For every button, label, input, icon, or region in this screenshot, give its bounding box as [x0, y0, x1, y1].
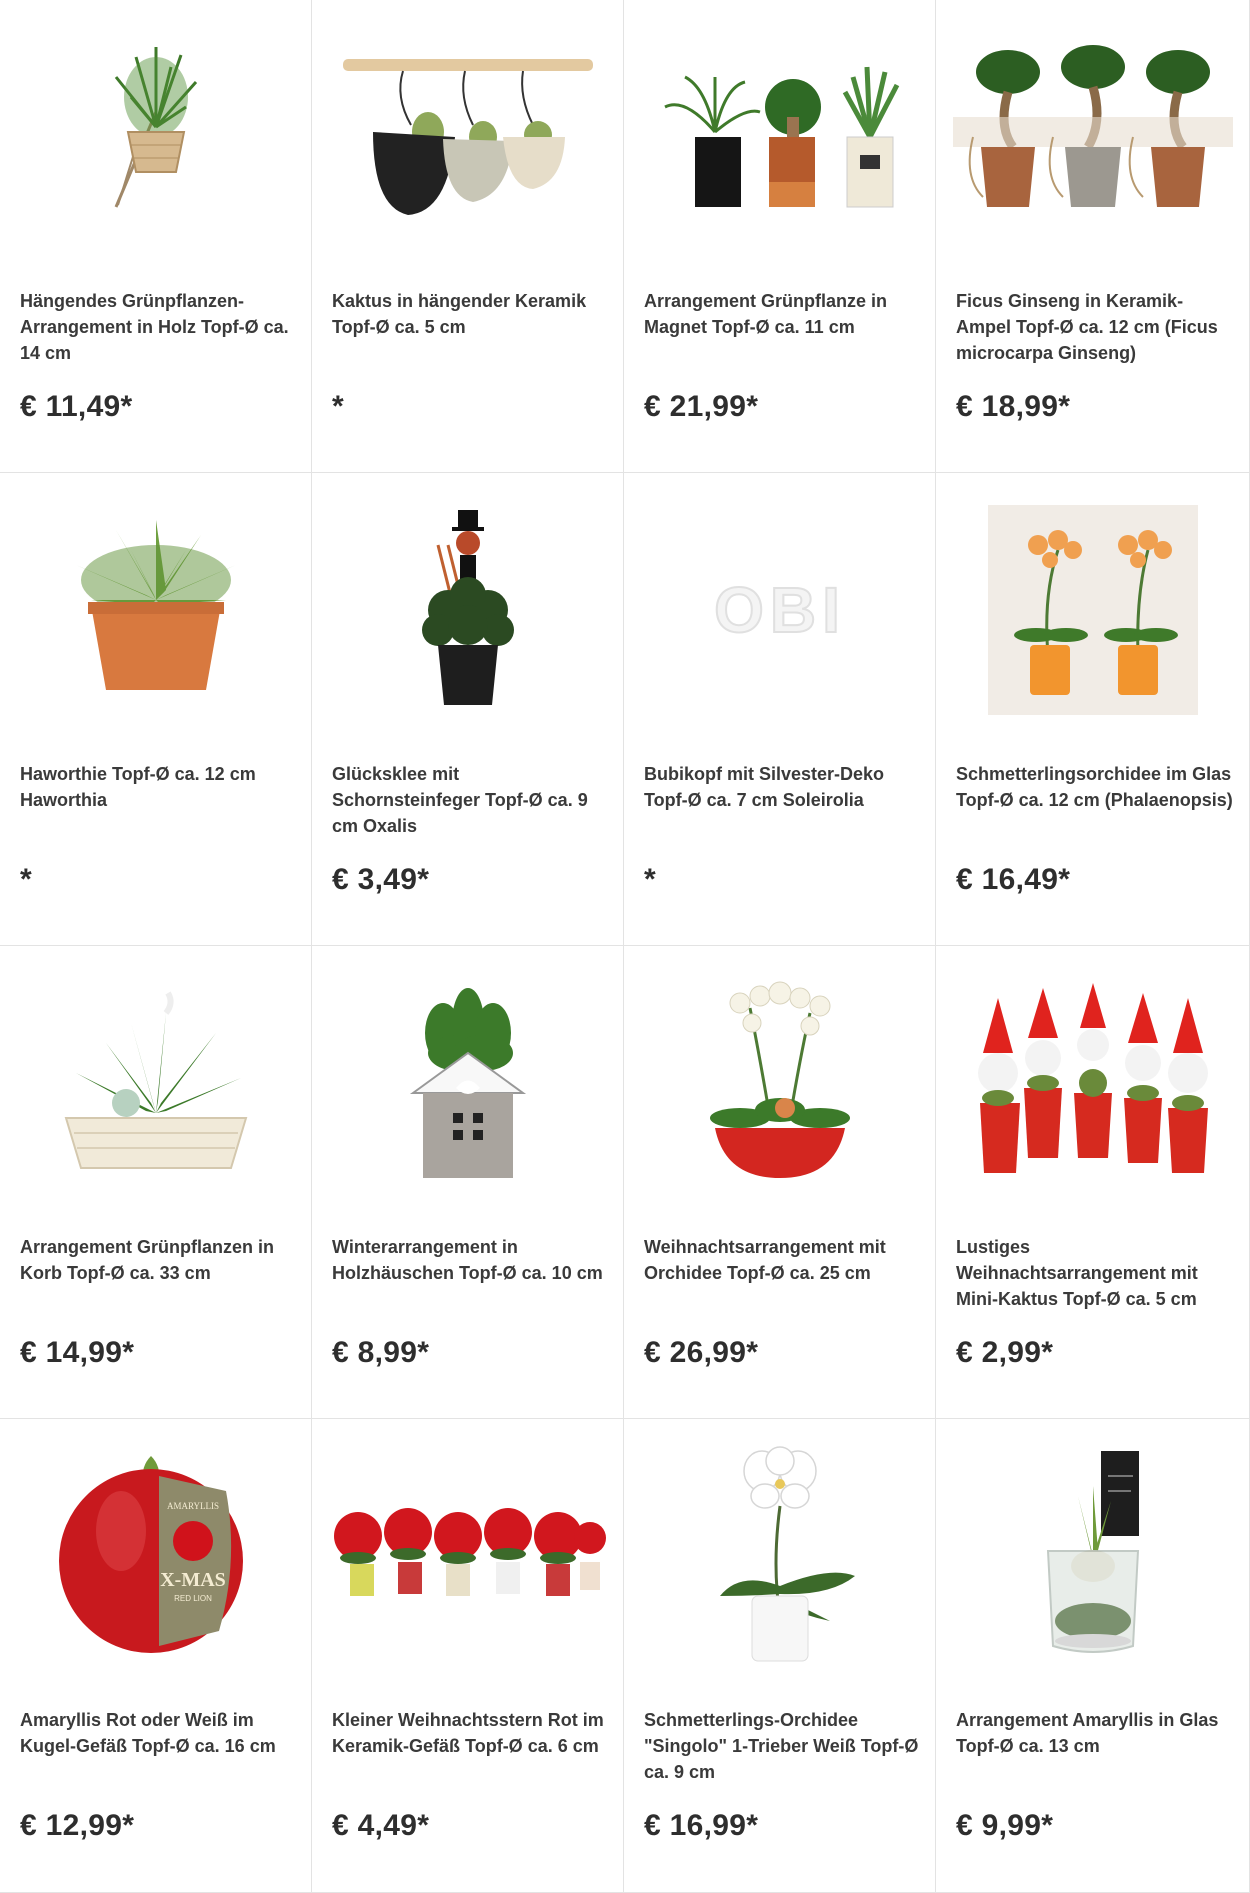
product-title[interactable]: Arrangement Amaryllis in Glas Topf-Ø ca. 13 cm: [956, 1710, 1219, 1756]
product-card[interactable]: [936, 0, 1250, 473]
product-card[interactable]: [624, 946, 936, 1419]
amaryllis-label: AMARYLLIS: [166, 1501, 219, 1511]
product-image[interactable]: [0, 12, 311, 262]
product-image[interactable]: [936, 12, 1249, 262]
product-card[interactable]: [312, 946, 624, 1419]
red-lion-label: RED LION: [173, 1594, 212, 1603]
product-image[interactable]: [312, 12, 623, 262]
xmas-label: X-MAS: [159, 1569, 226, 1591]
product-image[interactable]: [624, 958, 935, 1208]
product-image[interactable]: [936, 1431, 1249, 1681]
product-title[interactable]: Weihnachtsarrangement mit Orchidee Topf-Ø ca. 25 cm: [644, 1237, 886, 1283]
product-image[interactable]: [0, 1431, 311, 1681]
product-price: € 16,49*: [956, 863, 1071, 896]
product-title[interactable]: Schmetterlingsorchidee im Glas Topf-Ø ca. 12 cm (Phalaenopsis): [956, 764, 1233, 810]
product-image[interactable]: [624, 485, 935, 735]
product-price: € 2,99*: [956, 1336, 1054, 1369]
product-title[interactable]: Winterarrangement in Holzhäuschen Topf-Ø ca. 10 cm: [332, 1237, 603, 1283]
product-card[interactable]: [936, 946, 1250, 1419]
product-card[interactable]: [0, 1419, 312, 1893]
product-image[interactable]: [624, 12, 935, 262]
product-title[interactable]: Amaryllis Rot oder Weiß im Kugel-Gefäß Topf-Ø ca. 16 cm: [20, 1710, 276, 1756]
product-image[interactable]: [624, 1431, 935, 1681]
product-image[interactable]: [0, 958, 311, 1208]
product-title[interactable]: Arrangement Grünpflanzen in Korb Topf-Ø ca. 33 cm: [20, 1237, 275, 1283]
product-price: *: [332, 390, 344, 423]
product-title[interactable]: Kaktus in hängender Keramik Topf-Ø ca. 5 cm: [332, 291, 587, 337]
product-price: € 26,99*: [644, 1336, 759, 1369]
product-image[interactable]: [936, 485, 1249, 735]
product-price: € 21,99*: [644, 390, 759, 423]
product-price: € 14,99*: [20, 1336, 135, 1369]
product-price: € 9,99*: [956, 1809, 1054, 1842]
product-card[interactable]: [624, 473, 936, 946]
product-image[interactable]: [312, 1431, 623, 1681]
product-price: € 12,99*: [20, 1809, 135, 1842]
product-title[interactable]: Glücksklee mit Schornsteinfeger Topf-Ø ca. 9 cm Oxalis: [332, 764, 588, 836]
obi-placeholder-logo: OBI: [713, 574, 846, 646]
product-price: € 4,49*: [332, 1809, 430, 1842]
product-price: € 16,99*: [644, 1809, 759, 1842]
product-card[interactable]: [0, 946, 312, 1419]
product-title[interactable]: Haworthie Topf-Ø ca. 12 cm Haworthia: [20, 764, 256, 810]
product-image[interactable]: [312, 958, 623, 1208]
product-title[interactable]: Arrangement Grünpflanze in Magnet Topf-Ø ca. 11 cm: [644, 291, 888, 337]
product-price: € 3,49*: [332, 863, 430, 896]
product-title[interactable]: Ficus Ginseng in Keramik-Ampel Topf-Ø ca. 12 cm (Ficus microcarpa Ginseng): [956, 291, 1218, 363]
product-price: € 8,99*: [332, 1336, 430, 1369]
product-title[interactable]: Schmetterlings-Orchidee "Singolo" 1-Trieber Weiß Topf-Ø ca. 9 cm: [644, 1710, 919, 1782]
product-title[interactable]: Bubikopf mit Silvester-Deko Topf-Ø ca. 7 cm Soleirolia: [644, 764, 885, 810]
product-card[interactable]: [312, 0, 624, 473]
product-image[interactable]: [0, 485, 311, 735]
product-image[interactable]: [936, 958, 1249, 1208]
product-card[interactable]: [936, 473, 1250, 946]
product-price: € 18,99*: [956, 390, 1071, 423]
product-title[interactable]: Kleiner Weihnachtsstern Rot im Keramik-Gefäß Topf-Ø ca. 6 cm: [332, 1710, 604, 1756]
product-card[interactable]: [624, 0, 936, 473]
product-price: € 11,49*: [20, 390, 133, 423]
product-card[interactable]: [312, 1419, 624, 1893]
product-title[interactable]: Hängendes Grünpflanzen-Arrangement in Holz Topf-Ø ca. 14 cm: [20, 291, 289, 363]
product-card[interactable]: [624, 1419, 936, 1893]
product-price: *: [644, 863, 656, 896]
product-card[interactable]: [312, 473, 624, 946]
product-title[interactable]: Lustiges Weihnachtsarrangement mit Mini-Kaktus Topf-Ø ca. 5 cm: [956, 1237, 1198, 1309]
product-card[interactable]: [0, 473, 312, 946]
product-card[interactable]: [0, 0, 312, 473]
product-price: *: [20, 863, 32, 896]
product-card[interactable]: [936, 1419, 1250, 1893]
product-image[interactable]: [312, 485, 623, 735]
